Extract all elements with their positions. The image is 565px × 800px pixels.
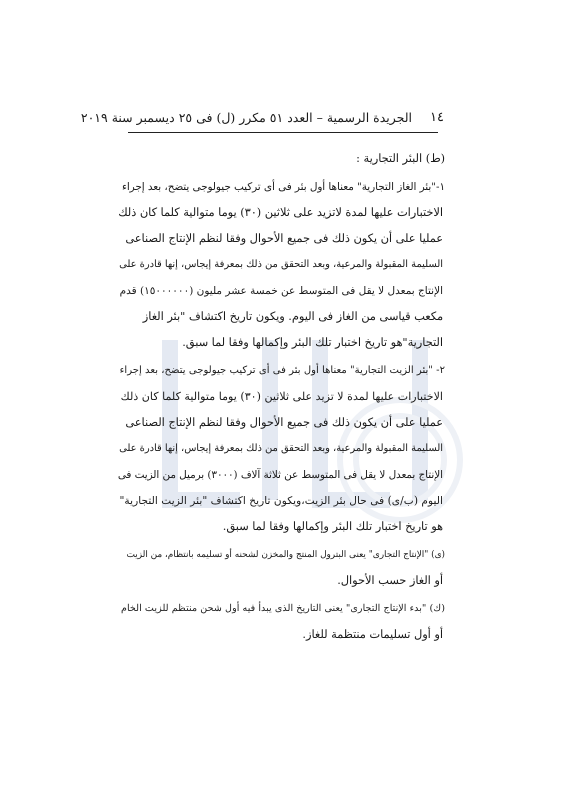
header-divider — [128, 132, 438, 133]
item2-line: ٢- "بئر الزيت التجارية" معناها أول بئر فى أى تركيب جيولوجى يتضح، بعد إجراء — [119, 365, 445, 376]
item2-line: الاختبارات عليها لمدة لا تزيد على ثلاثين (٣٠) يوما متوالية كلما كان ذلك — [120, 390, 443, 403]
item2-line: هو تاريخ اختبار تلك البئر وإكمالها وفقا لما سبق. — [222, 520, 443, 533]
item1-line: السليمة المقبولة والمرعية، وبعد التحقق من ذلك بمعرفة إيجاس، إنها قادرة على — [119, 259, 443, 270]
item1-line: ١-"بئر الغاز التجارية" معناها أول بئر فى أى تركيب جيولوجى يتضح، بعد إجراء — [121, 181, 445, 193]
item-k-line: (ك) "بدء الإنتاج التجارى" يعنى التاريخ الذى يبدأ فيه أول شحن منتظم للزيت الخام — [120, 603, 445, 614]
section-heading: (ط) البئر التجارية : — [356, 152, 445, 165]
item1-line: مكعب قياسى من الغاز فى اليوم. ويكون تاريخ اكتشاف "بئر الغاز — [142, 310, 443, 323]
page-number: ١٤ — [430, 110, 444, 125]
item2-line: عمليا على أن يكون ذلك فى جميع الأحوال وفقا لنظم الإنتاج الصناعى — [125, 416, 443, 429]
item1-line: الإنتاج بمعدل لا يقل فى المتوسط عن خمسة عشر مليون (١٥٠٠٠٠٠٠) قدم — [119, 285, 443, 297]
item-k-line: أو أول تسليمات منتظمة للغاز. — [302, 628, 443, 641]
item2-line: الإنتاج بمعدل لا يقل فى المتوسط عن ثلاثة آلاف (٣٠٠٠) برميل من الزيت فى — [117, 469, 443, 481]
item-y-line: أو الغاز حسب الأحوال. — [337, 574, 443, 587]
page-header — [80, 110, 444, 132]
item2-line: السليمة المقبولة والمرعية، وبعد التحقق من ذلك بمعرفة إيجاس، إنها قادرة على — [119, 443, 443, 454]
item2-line: اليوم (ب/ى) فى حال بئر الزيت،ويكون تاريخ اكتشاف "بئر الزيت التجارية" — [119, 494, 443, 507]
gazette-title: الجريدة الرسمية – العدد ٥١ مكرر (ل) فى ٢٥ ديسمبر سنة ٢٠١٩ — [80, 110, 412, 125]
item1-line: التجارية"هو تاريخ اختبار تلك البئر وإكمالها وفقا لما سبق. — [182, 336, 443, 349]
item-y-line: (ى) "الإنتاج التجارى" يعنى البترول المنتج والمخزن لشحنه أو تسليمه بانتظام، من الزيت — [126, 550, 445, 560]
item1-line: الاختبارات عليها لمدة لاتزيد على ثلاثين (٣٠) يوما متوالية كلما كان ذلك — [118, 206, 443, 219]
item1-line: عمليا على أن يكون ذلك فى جميع الأحوال وفقا لنظم الإنتاج الصناعى — [125, 232, 443, 245]
